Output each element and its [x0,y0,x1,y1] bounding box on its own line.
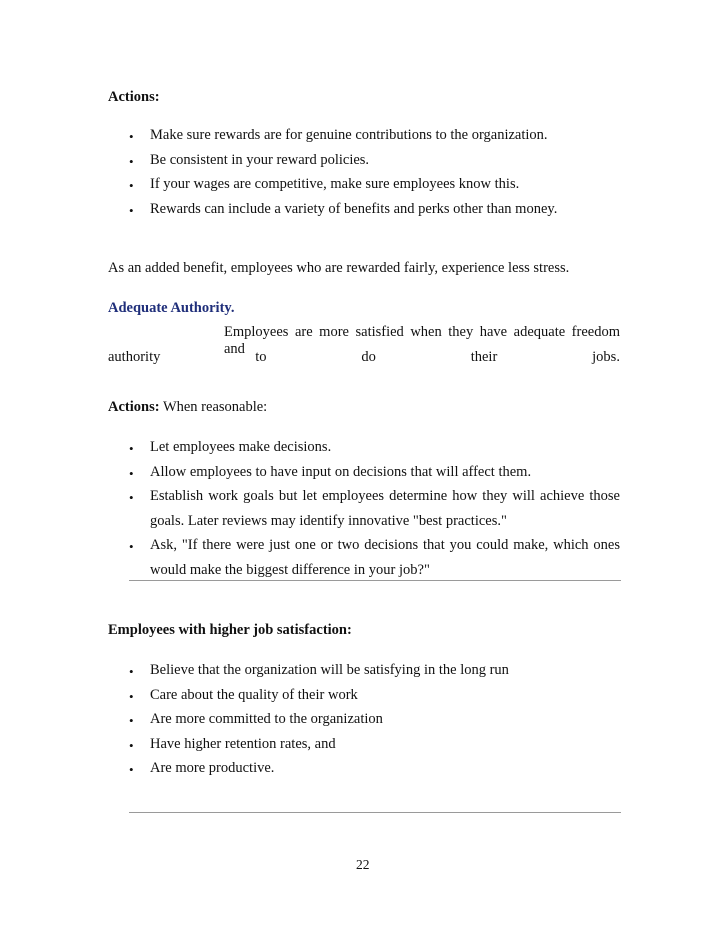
list-item: Establish work goals but let employees determine how they will achieve those [150,488,620,504]
actions-heading: Actions: [108,399,160,415]
paragraph-line: Employees are more satisfied when they have adequate freedom and [224,324,620,357]
list-item: Care about the quality of their work [150,687,358,703]
bullet-icon: • [129,664,134,679]
list-item-continuation: would make the biggest difference in your job?" [150,562,430,578]
bullet-icon: • [129,441,134,456]
word: their [470,349,498,365]
word: jobs. [592,349,620,365]
bullet-icon: • [129,154,134,169]
word: authority [108,349,161,365]
actions-subheading: When reasonable: [162,399,268,415]
list-item: Make sure rewards are for genuine contributions to the organization. [150,127,548,143]
bullet-icon: • [129,466,134,481]
word: do [361,349,376,365]
list-item: If your wages are competitive, make sure employees know this. [150,176,520,192]
list-item: Rewards can include a variety of benefits and perks other than money. [150,201,558,217]
list-item: Believe that the organization will be satisfying in the long run [150,662,509,678]
list-item: Allow employees to have input on decisions that will affect them. [150,464,532,480]
divider [129,812,621,813]
bullet-icon: • [129,689,134,704]
list-item-continuation: goals. Later reviews may identify innovative "best practices." [150,513,507,529]
paragraph-justified-line [108,349,620,366]
list-item: Be consistent in your reward policies. [150,152,370,168]
word: to [255,349,267,365]
divider [129,580,621,581]
bullet-icon: • [129,129,134,144]
list-item: Have higher retention rates, and [150,736,336,752]
bullet-icon: • [129,762,134,777]
actions-heading-line [108,399,267,416]
page-number: 22 [356,857,370,872]
list-item: Are more committed to the organization [150,711,383,727]
bullet-icon: • [129,539,134,554]
section-heading-job-satisfaction: Employees with higher job satisfaction: [108,622,352,638]
bullet-icon: • [129,490,134,505]
list-item: Ask, "If there were just one or two decisions that you could make, which ones [150,537,620,553]
bullet-icon: • [129,203,134,218]
bullet-icon: • [129,178,134,193]
section-heading-adequate-authority: Adequate Authority. [108,300,235,316]
list-item: Are more productive. [150,760,275,776]
bullet-icon: • [129,738,134,753]
list-item: Let employees make decisions. [150,439,332,455]
bullet-icon: • [129,713,134,728]
paragraph-added-benefit: As an added benefit, employees who are rewarded fairly, experience less stress. [108,260,570,276]
actions-heading: Actions: [108,89,160,105]
